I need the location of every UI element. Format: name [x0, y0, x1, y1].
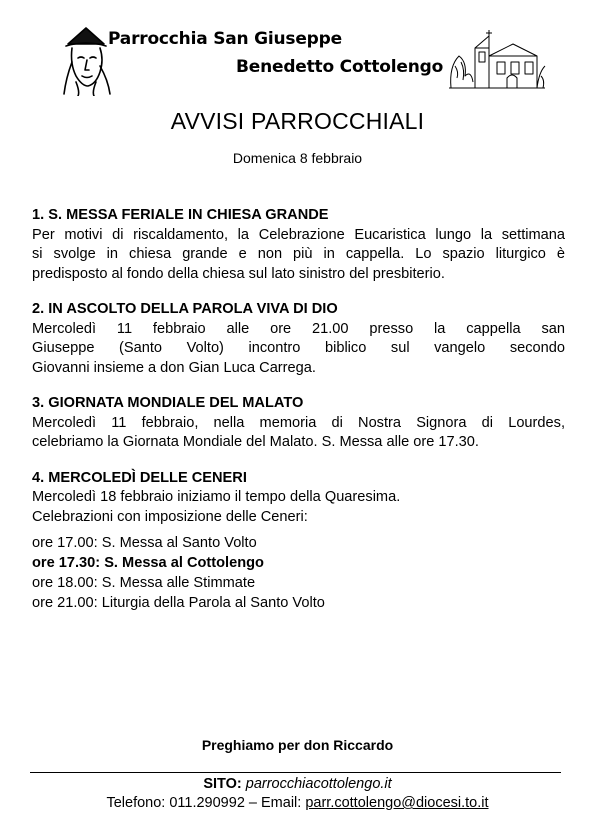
- schedule-item: ore 18.00: S. Messa alle Stimmate: [32, 575, 256, 591]
- announcement-4: [32, 469, 565, 528]
- parish-name-line1: Parrocchia San Giuseppe: [108, 29, 342, 49]
- page-title: AVVISI PARROCCHIALI: [170, 108, 425, 134]
- website-line: [0, 776, 595, 792]
- announcement-title: 4. MERCOLEDÌ DELLE CENERI: [32, 469, 247, 486]
- letterhead: [0, 0, 595, 100]
- contact-line: [0, 795, 595, 811]
- announcement-title: 2. IN ASCOLTO DELLA PAROLA VIVA DI DIO: [32, 301, 338, 317]
- announcement-1: [32, 206, 565, 284]
- ash-wednesday-schedule: [32, 533, 565, 613]
- date-line: Domenica 8 febbraio: [232, 150, 363, 166]
- announcement-line: Celebrazioni con imposizione delle Ceneri:: [32, 508, 308, 525]
- footer-divider: [30, 772, 561, 773]
- announcement-line: Giuseppe (Santo Volto) incontro biblico sul vangelo secondo: [32, 340, 565, 356]
- church-sketch-icon: [445, 26, 549, 92]
- saint-portrait-logo-icon: [58, 22, 114, 96]
- announcements: [32, 206, 565, 613]
- schedule-item: ore 21.00: Liturgia della Parola al Santo Volto: [32, 595, 325, 611]
- announcement-line: Mercoledì 18 febbraio iniziamo il tempo della Quaresima.: [32, 489, 401, 505]
- announcement-line: si svolge in chiesa grande e non più in cappella. Lo spazio liturgico è: [32, 246, 565, 262]
- announcement-title: 1. S. MESSA FERIALE IN CHIESA GRANDE: [32, 207, 329, 223]
- email-link[interactable]: parr.cottolengo@diocesi.to.it: [305, 795, 489, 811]
- announcement-line: Mercoledì 11 febbraio, nella memoria di Nostra Signora di Lourdes,: [32, 414, 565, 431]
- announcement-title: 3. GIORNATA MONDIALE DEL MALATO: [32, 395, 304, 411]
- phone-text: Telefono: 011.290992 – Email:: [106, 795, 302, 811]
- schedule-item-highlighted: ore 17.30: S. Messa al Cottolengo: [32, 555, 264, 571]
- website-label: SITO:: [203, 776, 242, 792]
- announcement-3: [32, 394, 565, 453]
- parish-name-line2: Benedetto Cottolengo: [236, 57, 444, 77]
- schedule-item: ore 17.00: S. Messa al Santo Volto: [32, 535, 257, 551]
- website-link[interactable]: parrocchiacottolengo.it: [245, 776, 392, 792]
- prayer-note: Preghiamo per don Riccardo: [201, 737, 394, 753]
- announcement-2: [32, 300, 565, 378]
- announcement-line: Mercoledì 11 febbraio alle ore 21.00 presso la cappella san: [32, 320, 565, 337]
- announcement-line: Giovanni insieme a don Gian Luca Carrega.: [32, 359, 316, 376]
- announcement-line: celebriamo la Giornata Mondiale del Malato. S. Messa alle ore 17.30.: [32, 434, 479, 450]
- announcement-line: Per motivi di riscaldamento, la Celebrazione Eucaristica lungo la settimana: [32, 226, 565, 243]
- announcement-line: predisposto al fondo della chiesa sul lato sinistro del presbiterio.: [32, 265, 445, 282]
